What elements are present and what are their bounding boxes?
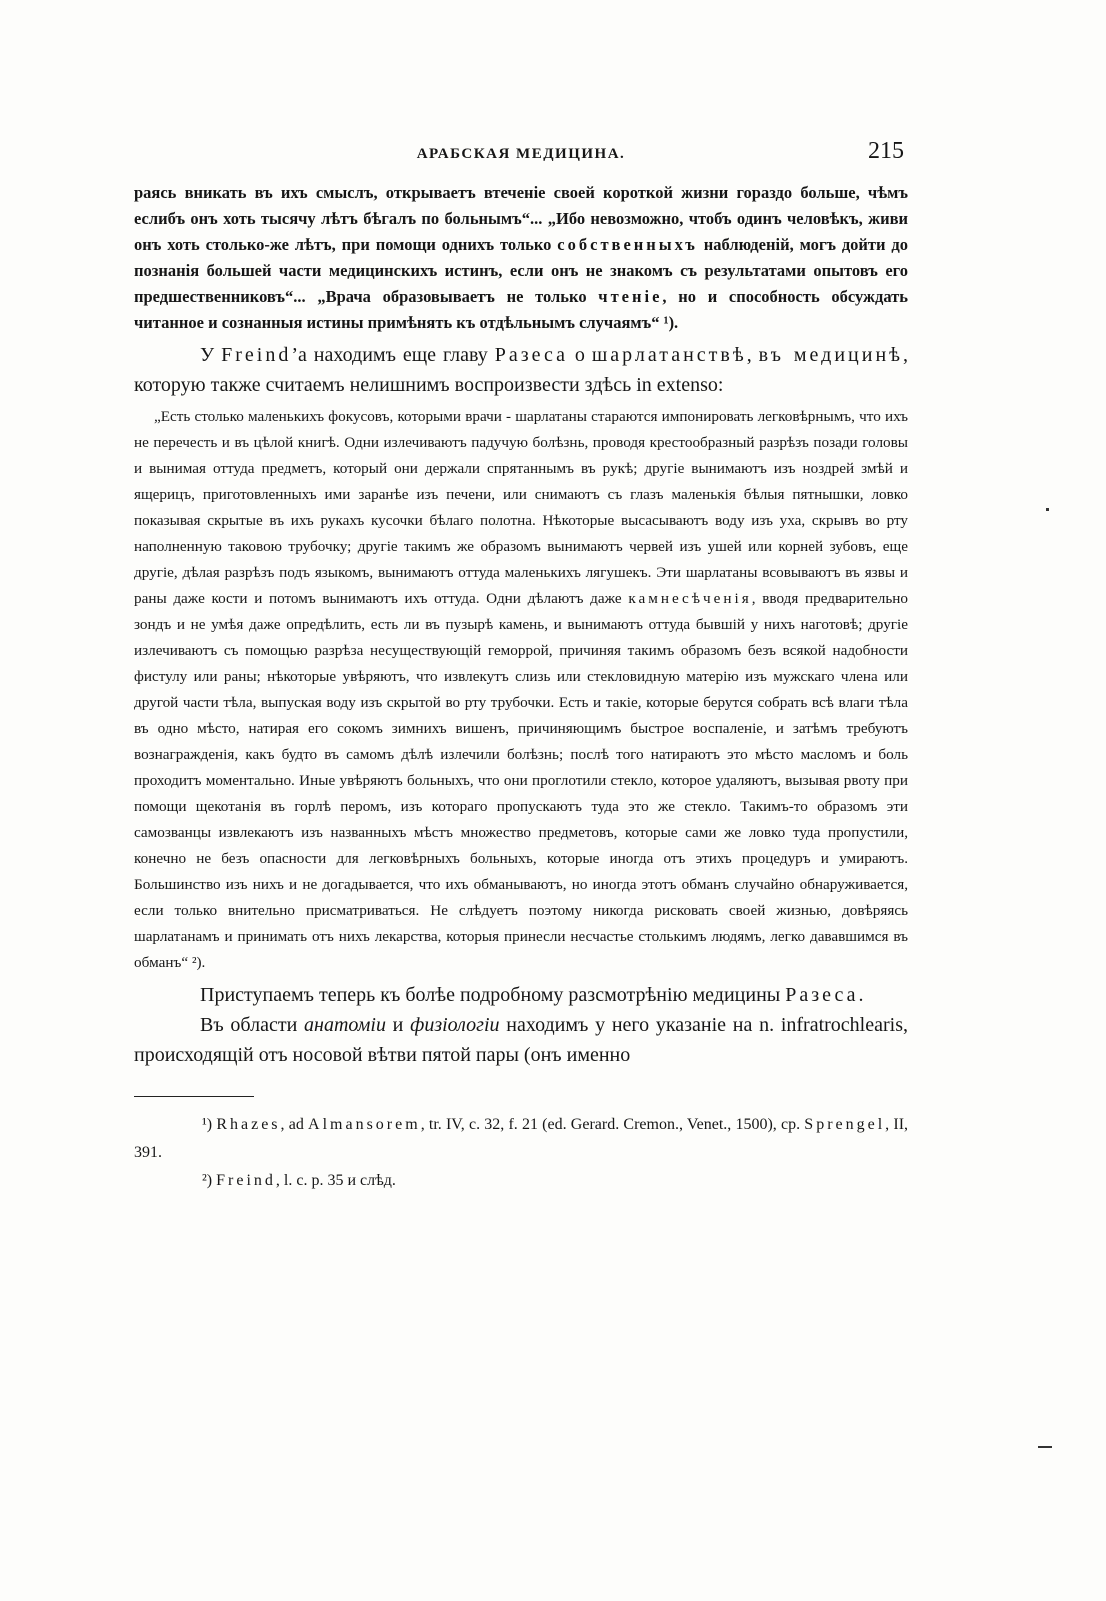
footnote-divider: [134, 1096, 254, 1097]
footnote-2: ²) Freind, l. c. p. 35 и слѣд.: [202, 1172, 396, 1189]
footnote-1: ¹) Rhazes, ad Almansorem, tr. IV, c. 32, f. 21 (ed. Gerard. Cremon., Venet., 1500), cp. Sprengel, II, 391.: [134, 1116, 909, 1161]
paragraph-anatomy: Въ области анатоміи и физіологіи находимъ у него указаніе на n. infratrochlearis, происходящій отъ носовой вѣтви пятой пары (онъ именно: [134, 1014, 908, 1066]
page-header: [134, 138, 908, 178]
page-number: 215: [868, 138, 904, 164]
scan-dot: [1046, 508, 1049, 511]
book-page: [134, 138, 908, 1195]
paragraph-freind: У Freind’а находимъ еще главу Разеса о шарлатанствѣ, въ медицинѣ, которую также считаемъ нелишнимъ воспроизвести здѣсь in extenso:: [134, 344, 909, 396]
paragraph-proceed: Приступаемъ теперь къ болѣе подробному разсмотрѣнію медицины Разеса.: [200, 984, 864, 1006]
quote-charlatans: „Есть столько маленькихъ фокусовъ, которыми врачи - шарлатаны стараются импонировать легковѣрнымъ, что ихъ не перечесть и въ цѣлой книгѣ. Одни излечиваютъ падучую болѣзнь, проводя крестообразный разрѣзъ позади головы и вынимая оттуда предметъ, который они держали спрятаннымъ въ рукѣ; другіе вынимаютъ изъ ноздрей змѣй и ящерицъ, приготовленныхъ ими заранѣе изъ печени, или снимаютъ съ глазъ маленькія бѣлыя пятнышки, ловко показывая скрытые въ ихъ рукахъ кусочки бѣлаго полотна. Нѣкоторые высасываютъ воду изъ уха, скрывъ во рту наполненную таковою трубочку; другіе такимъ же образомъ вынимаютъ червей изъ ушей или корней зубовъ, еще другіе, дѣлая разрѣзъ подъ языкомъ, вынимаютъ оттуда маленькихъ лягушекъ. Эти шарлатаны всовываютъ въ язвы и раны даже кости и потомъ вынимаютъ ихъ оттуда. Одни дѣлаютъ даже камнесѣченія, вводя предварительно зондъ и не умѣя даже опредѣлить, есть ли въ пузырѣ камень, и вынимаютъ оттуда бывшій у нихъ наготовѣ; другіе излечиваютъ съ помощью разрѣза несуществующій геморрой, причиняя такимъ образомъ безъ всякой надобности фистулу или раны; нѣкоторые увѣряютъ, что извлекутъ слизь или стекловидную матерію изъ мужскаго члена или другой части тѣла, выпуская воду изъ скрытой во рту трубочки. Есть и такіе, которые берутся собрать всѣ влаги тѣла въ одно мѣсто, натирая его сокомъ зимнихъ вишенъ, причиняющимъ быстрое воспаленіе, и затѣмъ требуютъ вознагражденія, какъ будто въ самомъ дѣлѣ излечили болѣзнь; послѣ того натираютъ это мѣсто масломъ и боль проходитъ моментально. Иные увѣряютъ больныхъ, что они проглотили стекло, которое удаляютъ, вызывая рвоту при помощи щекотанія въ горлѣ перомъ, изъ котораго пропускаютъ туда это же стекло. Такимъ-то образомъ эти самозванцы извлекаютъ изъ названныхъ мѣстъ множество предметовъ, которые сами же ловко туда пропустили, конечно не безъ опасности для легковѣрныхъ больныхъ, которые иногда отъ этихъ процедуръ и умираютъ. Большинство изъ нихъ и не догадывается, что ихъ обманываютъ, но иногда этотъ обманъ случайно обнаруживается, если только внительно присматриваться. Не слѣдуетъ поэтому никогда рисковать своей жизнью, довѣряясь шарлатанамъ и принимать отъ нихъ лекарства, которыя принесли несчастье столькимъ людямъ, легко дававшимся въ обманъ“ ²).: [134, 408, 908, 971]
quote-continuation: раясь вникать въ ихъ смыслъ, открываетъ втеченіе своей короткой жизни гораздо больше, чѣмъ еслибъ онъ хоть тысячу лѣтъ бѣгалъ по больнымъ“... „Ибо невозможно, чтобъ одинъ человѣкъ, живи онъ хоть столько-же лѣтъ, при помощи однихъ только собственныхъ наблюденій, могъ дойти до познанія большей части медицинскихъ истинъ, если онъ не знакомъ съ результатами опытовъ его предшественниковъ“... „Врача образовываетъ не только чтеніе, но и способность обсуждать читанное и сознанныя истины примѣнять къ отдѣльнымъ случаямъ“ ¹).: [134, 183, 908, 332]
scan-mark: [1038, 1446, 1052, 1448]
running-title: АРАБСКАЯ МЕДИЦИНА.: [416, 146, 626, 162]
